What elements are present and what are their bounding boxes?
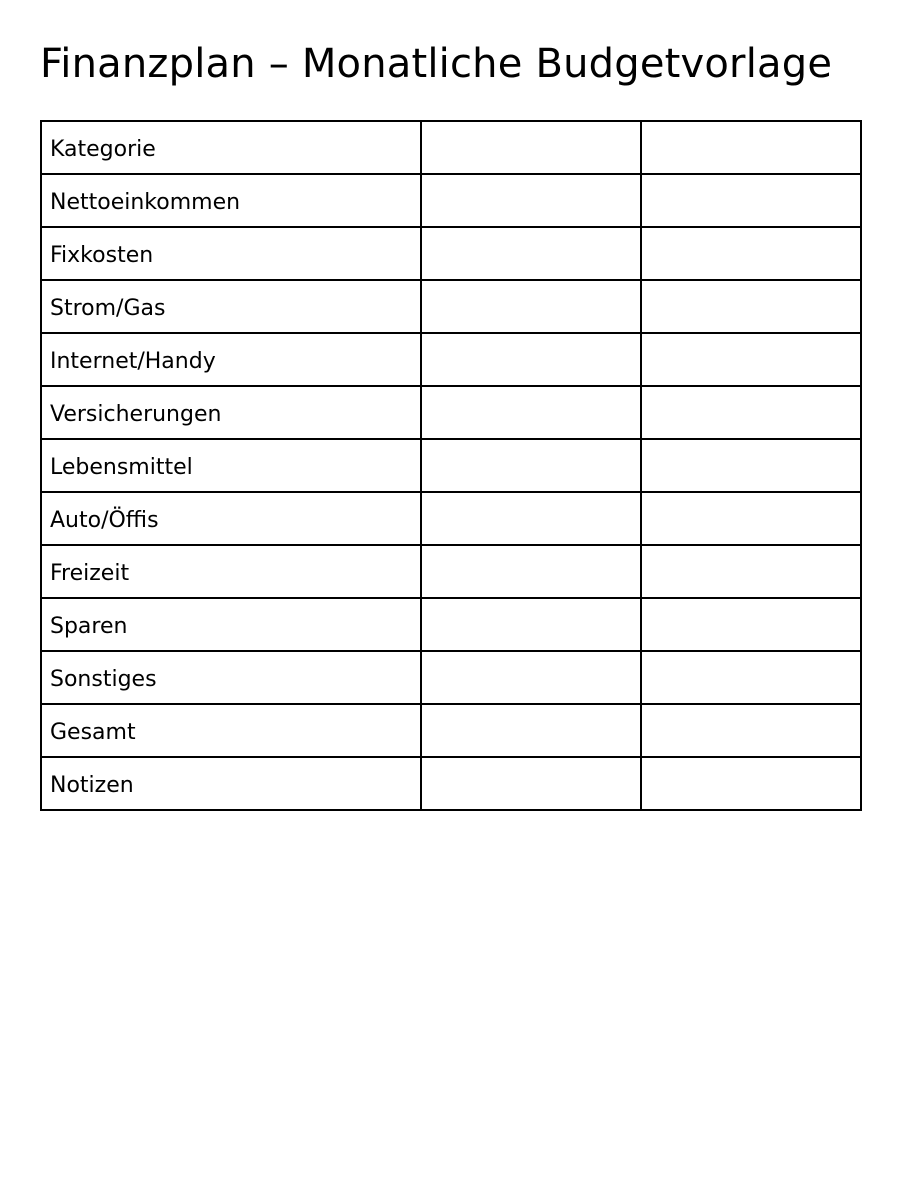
- value-cell[interactable]: [421, 492, 641, 545]
- value-cell[interactable]: [421, 651, 641, 704]
- value-cell[interactable]: [421, 386, 641, 439]
- category-label: Versicherungen: [50, 402, 222, 427]
- value-cell[interactable]: [641, 439, 861, 492]
- category-cell: [41, 704, 421, 757]
- category-cell: [41, 598, 421, 651]
- value-cell[interactable]: [641, 545, 861, 598]
- value-cell[interactable]: [641, 492, 861, 545]
- value-cell[interactable]: [641, 386, 861, 439]
- category-label: Nettoeinkommen: [50, 190, 241, 215]
- category-cell: [41, 333, 421, 386]
- table-row: [41, 757, 861, 810]
- value-cell[interactable]: [421, 121, 641, 174]
- value-cell[interactable]: [421, 280, 641, 333]
- category-label: Freizeit: [50, 561, 130, 586]
- value-cell[interactable]: [421, 174, 641, 227]
- table-row: [41, 333, 861, 386]
- value-cell[interactable]: [641, 174, 861, 227]
- category-cell: [41, 280, 421, 333]
- category-label: Lebensmittel: [50, 455, 193, 480]
- table-row: [41, 280, 861, 333]
- category-label: Sparen: [50, 614, 128, 639]
- category-label: Auto/Öffis: [50, 508, 159, 533]
- value-cell[interactable]: [421, 545, 641, 598]
- category-label: Notizen: [50, 773, 134, 798]
- value-cell[interactable]: [641, 280, 861, 333]
- page-title: Finanzplan – Monatliche Budgetvorlage: [40, 41, 833, 87]
- category-label: Strom/Gas: [50, 296, 166, 321]
- table-row: [41, 492, 861, 545]
- table-row: [41, 174, 861, 227]
- category-label: Internet/Handy: [50, 349, 216, 374]
- value-cell[interactable]: [421, 439, 641, 492]
- value-cell[interactable]: [421, 333, 641, 386]
- category-label: Kategorie: [50, 137, 156, 162]
- category-label: Fixkosten: [50, 243, 154, 268]
- budget-table: [40, 120, 862, 811]
- category-cell: [41, 757, 421, 810]
- table-header-row: [41, 121, 861, 174]
- category-label: Sonstiges: [50, 667, 157, 692]
- value-cell[interactable]: [421, 704, 641, 757]
- category-cell: [41, 545, 421, 598]
- category-cell: [41, 386, 421, 439]
- value-cell[interactable]: [421, 598, 641, 651]
- category-cell: [41, 227, 421, 280]
- table-row: [41, 651, 861, 704]
- table-row: [41, 386, 861, 439]
- category-cell: [41, 174, 421, 227]
- value-cell[interactable]: [641, 333, 861, 386]
- table-row: [41, 704, 861, 757]
- table-row: [41, 227, 861, 280]
- value-cell[interactable]: [641, 598, 861, 651]
- table-row: [41, 439, 861, 492]
- value-cell[interactable]: [641, 757, 861, 810]
- budget-table-body: [41, 121, 861, 810]
- category-cell: [41, 121, 421, 174]
- table-row: [41, 545, 861, 598]
- value-cell[interactable]: [641, 704, 861, 757]
- table-row: [41, 598, 861, 651]
- category-cell: [41, 651, 421, 704]
- value-cell[interactable]: [421, 227, 641, 280]
- value-cell[interactable]: [641, 227, 861, 280]
- value-cell[interactable]: [421, 757, 641, 810]
- category-cell: [41, 492, 421, 545]
- value-cell[interactable]: [641, 121, 861, 174]
- value-cell[interactable]: [641, 651, 861, 704]
- category-cell: [41, 439, 421, 492]
- category-label: Gesamt: [50, 720, 136, 745]
